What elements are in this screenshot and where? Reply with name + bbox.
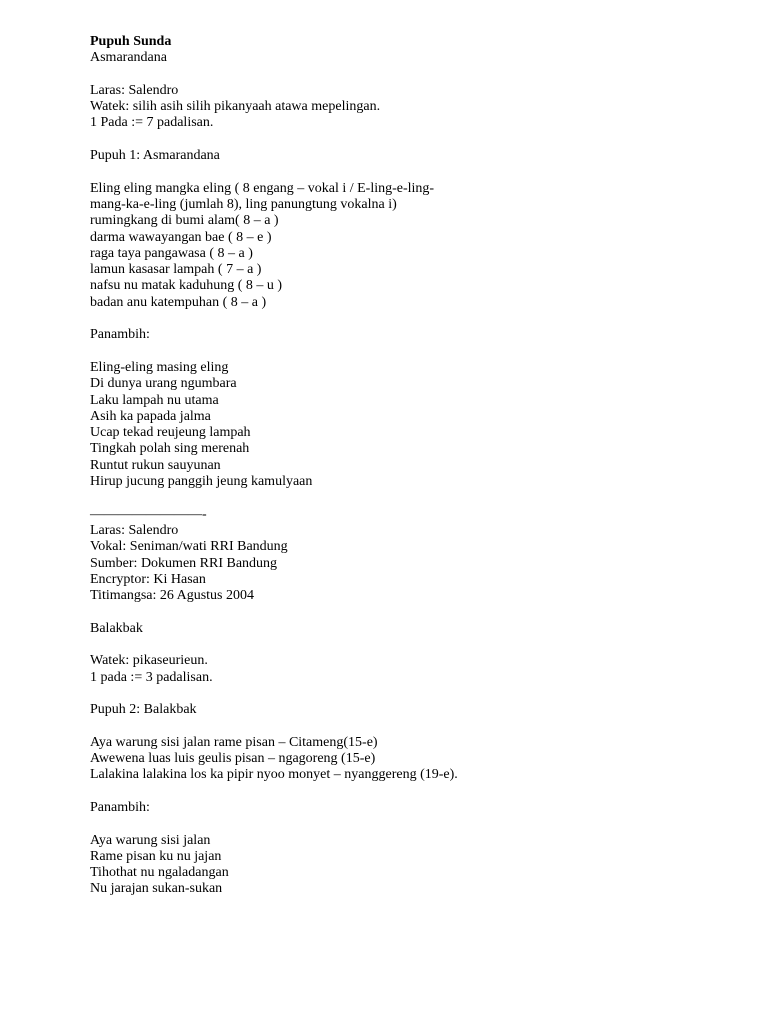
- verse-line: mang-ka-e-ling (jumlah 8), ling panungtung vokalna i): [90, 196, 397, 212]
- refrain-line: Rame pisan ku nu jajan: [90, 848, 222, 864]
- refrain-line: Eling-eling masing eling: [90, 359, 229, 375]
- spacer: [90, 784, 730, 800]
- spacer: [90, 67, 730, 83]
- verse-line: badan anu katempuhan ( 8 – a ): [90, 294, 267, 310]
- spacer: [90, 637, 730, 653]
- separator-line: ————————-: [90, 506, 207, 522]
- spacer: [90, 164, 730, 180]
- refrain-line: Ucap tekad reujeung lampah: [90, 425, 251, 441]
- meta-line: 1 Pada := 7 padalisan.: [90, 115, 214, 131]
- meta-line: 1 pada := 3 padalisan.: [90, 669, 213, 685]
- spacer: [90, 490, 730, 506]
- document-page: [90, 34, 730, 898]
- section-heading: Pupuh 1: Asmarandana: [90, 148, 220, 164]
- verse-line: Lalakina lalakina los ka pipir nyoo monyet – nyanggereng (19-e).: [90, 767, 458, 783]
- credit-line: Laras: Salendro: [90, 522, 179, 538]
- verse-line: Aya warung sisi jalan rame pisan – Citameng(15-e): [90, 734, 378, 750]
- section-title: Balakbak: [90, 620, 143, 636]
- refrain-line: Hirup jucung panggih jeung kamulyaan: [90, 474, 313, 490]
- refrain-line: Aya warung sisi jalan: [90, 832, 211, 848]
- document-title: Pupuh Sunda: [90, 34, 172, 49]
- spacer: [90, 132, 730, 148]
- meta-line: Watek: silih asih silih pikanyaah atawa mepelingan.: [90, 99, 381, 115]
- section-heading: Pupuh 2: Balakbak: [90, 702, 197, 718]
- credit-line: Titimangsa: 26 Agustus 2004: [90, 588, 255, 604]
- meta-line: Laras: Salendro: [90, 82, 179, 98]
- verse-line: rumingkang di bumi alam( 8 – a ): [90, 213, 279, 229]
- spacer: [90, 344, 730, 360]
- panambih-label: Panambih:: [90, 327, 150, 343]
- refrain-line: Tihothat nu ngaladangan: [90, 865, 229, 881]
- document-subtitle: Asmarandana: [90, 50, 167, 66]
- spacer: [90, 816, 730, 832]
- refrain-line: Di dunya urang ngumbara: [90, 376, 237, 392]
- refrain-line: Runtut rukun sauyunan: [90, 457, 221, 473]
- verse-line: Awewena luas luis geulis pisan – ngagoreng (15-e): [90, 751, 376, 767]
- refrain-line: Nu jarajan sukan-sukan: [90, 881, 223, 897]
- refrain-line: Laku lampah nu utama: [90, 392, 219, 408]
- verse-line: raga taya pangawasa ( 8 – a ): [90, 245, 253, 261]
- refrain-line: Asih ka papada jalma: [90, 408, 211, 424]
- spacer: [90, 604, 730, 620]
- spacer: [90, 686, 730, 702]
- verse-line: Eling eling mangka eling ( 8 engang – vokal i / E-ling-e-ling-: [90, 180, 435, 196]
- verse-line: nafsu nu matak kaduhung ( 8 – u ): [90, 278, 283, 294]
- credit-line: Vokal: Seniman/wati RRI Bandung: [90, 539, 288, 555]
- spacer: [90, 718, 730, 734]
- verse-line: darma wawayangan bae ( 8 – e ): [90, 229, 272, 245]
- panambih-label: Panambih:: [90, 799, 150, 815]
- credit-line: Sumber: Dokumen RRI Bandung: [90, 555, 278, 571]
- credit-line: Encryptor: Ki Hasan: [90, 571, 206, 587]
- verse-line: lamun kasasar lampah ( 7 – a ): [90, 262, 262, 278]
- spacer: [90, 311, 730, 327]
- meta-line: Watek: pikaseurieun.: [90, 653, 208, 669]
- refrain-line: Tingkah polah sing merenah: [90, 441, 250, 457]
